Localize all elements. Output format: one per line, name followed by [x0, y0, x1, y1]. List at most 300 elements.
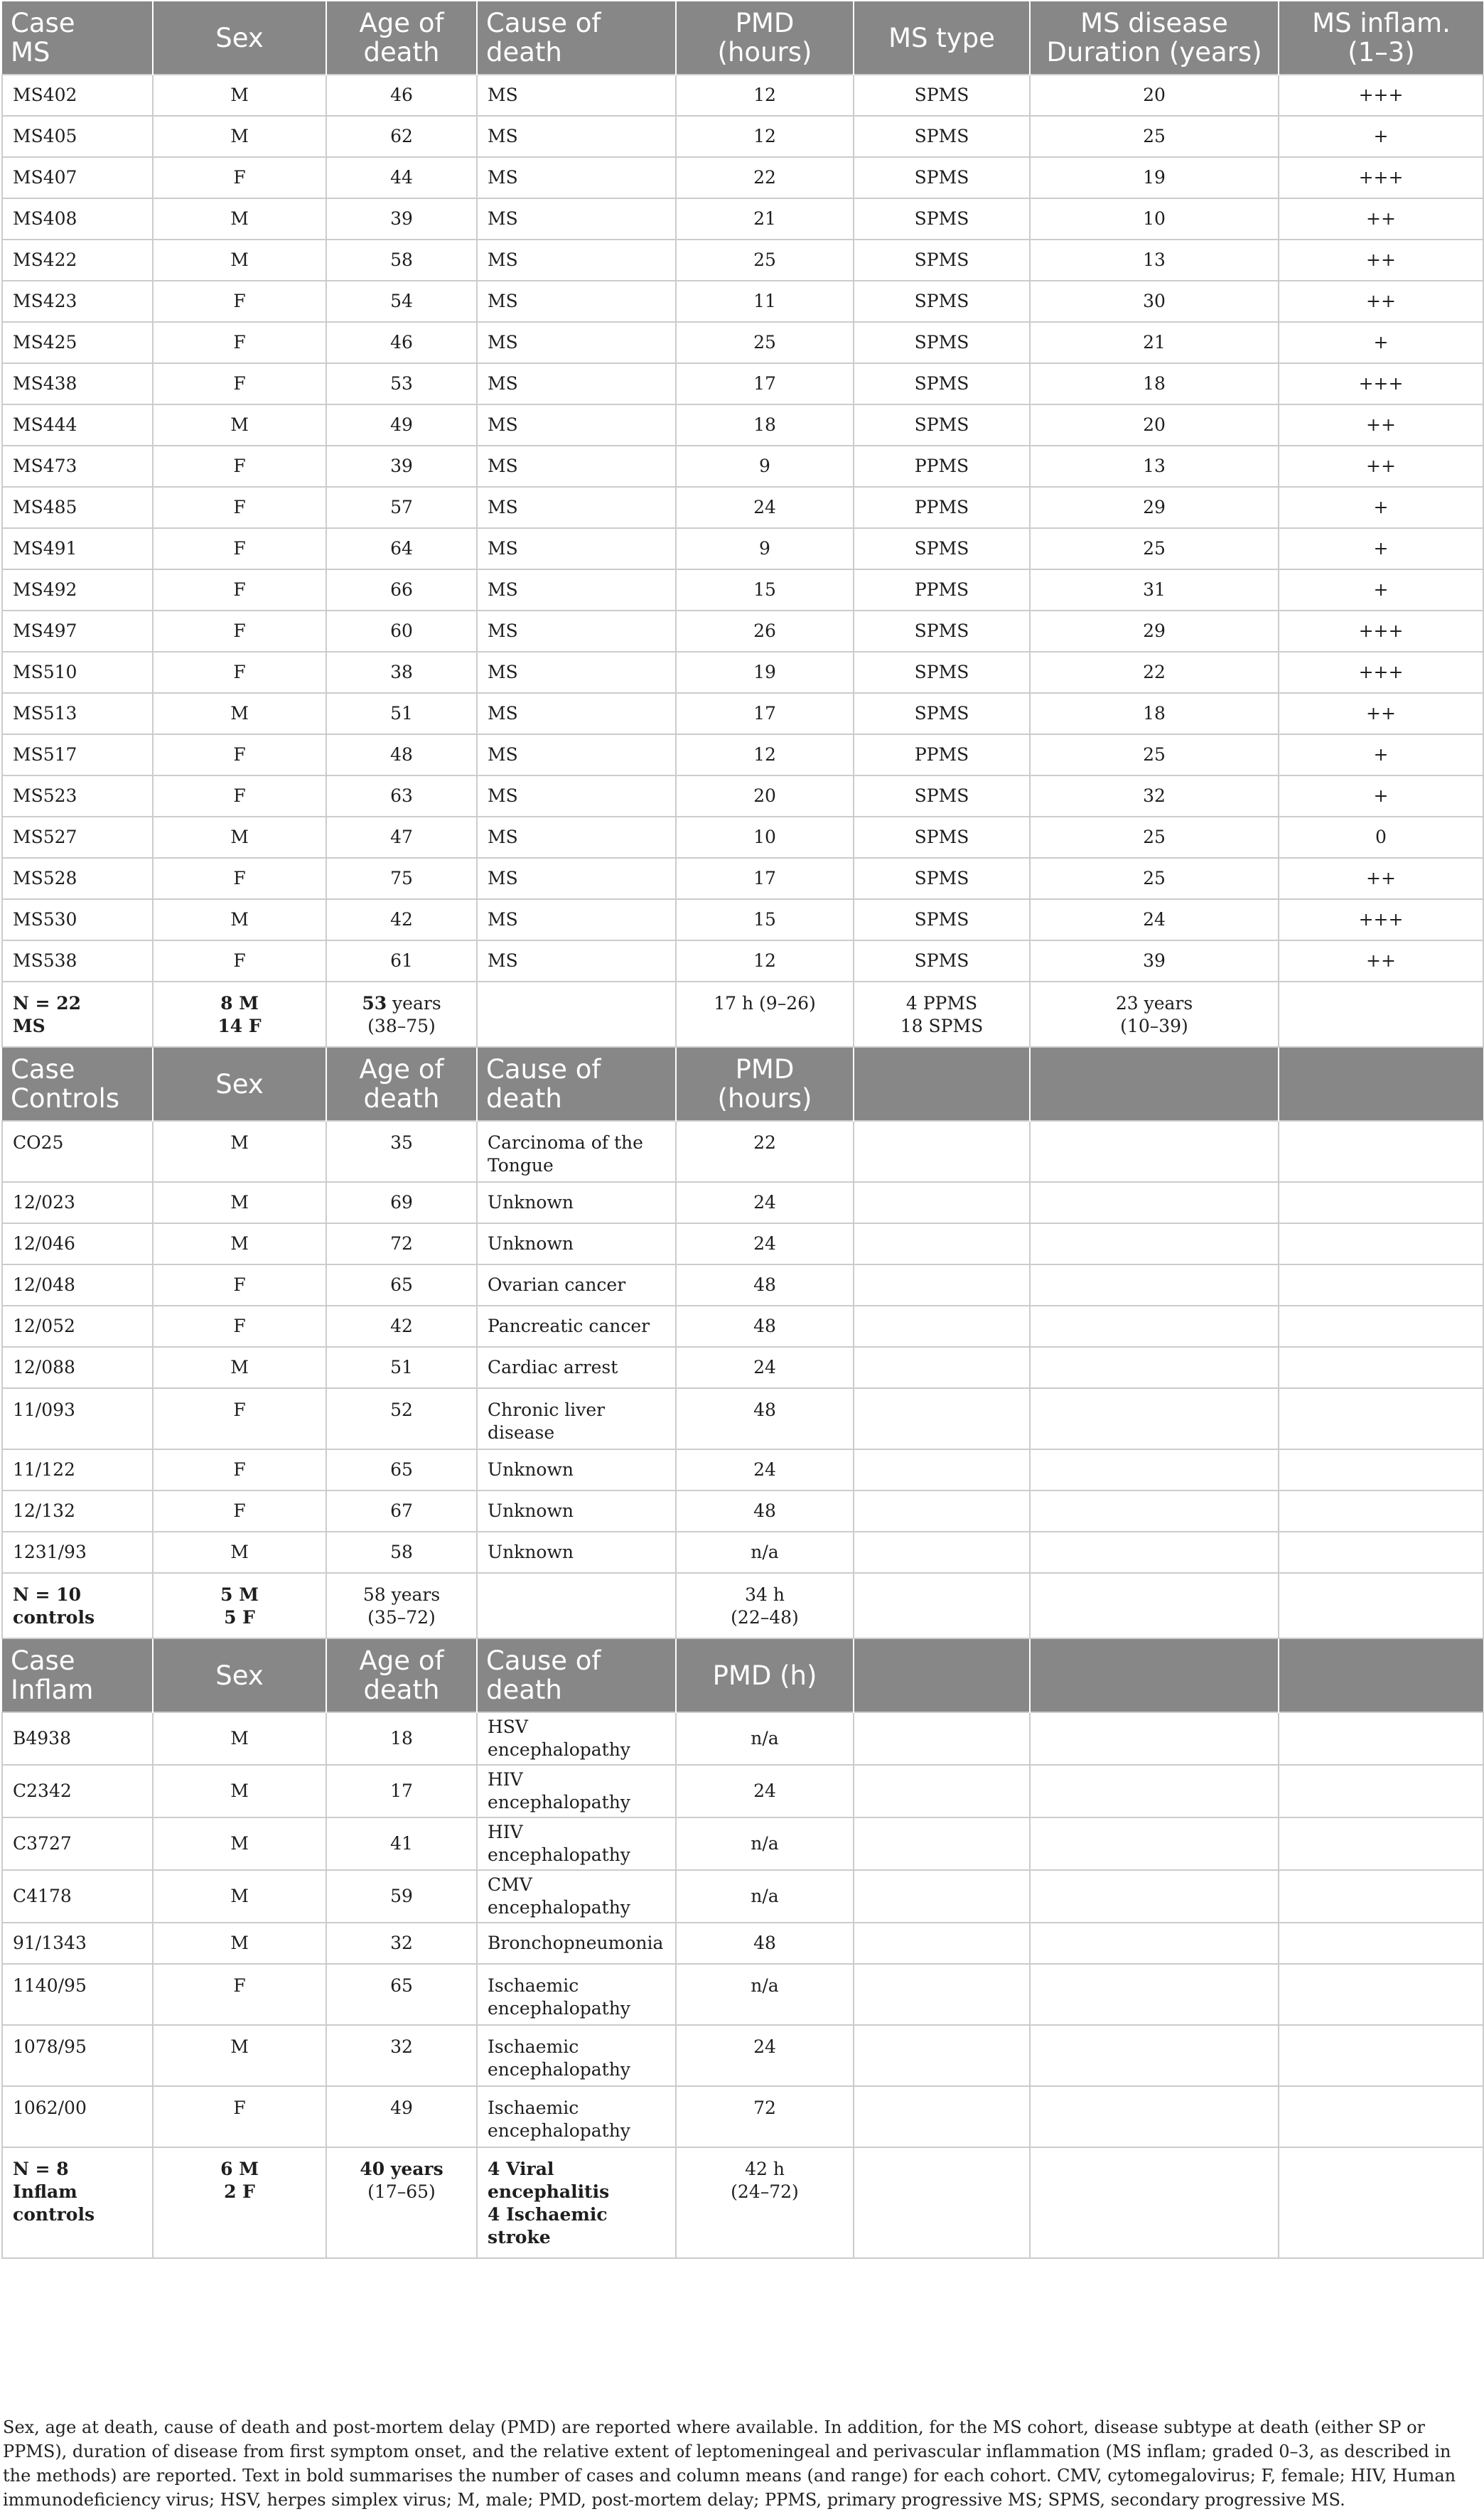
ms-table-cell: MS492	[2, 569, 153, 611]
ms-table-row	[2, 322, 1483, 363]
controls-table-cell	[854, 1347, 1030, 1388]
inflam-table-cell	[1030, 1923, 1279, 1964]
controls-table-cell: F	[153, 1388, 326, 1449]
inflam-table-cell: n/a	[676, 1817, 854, 1870]
controls-table-cell: Unknown	[477, 1182, 676, 1223]
ms-table-cell: 12	[676, 940, 854, 982]
ms-table-cell: 60	[326, 611, 477, 652]
controls-table-cell	[1030, 1388, 1279, 1449]
inflam-table-cell: 18	[326, 1712, 477, 1765]
ms-table-cell: 38	[326, 652, 477, 693]
ms-table-row	[2, 363, 1483, 404]
inflam-table-cell	[1279, 1964, 1483, 2025]
controls-table-cell: 48	[676, 1491, 854, 1532]
ms-table-cell: 25	[1030, 817, 1279, 858]
inflam-header-cell: Age of death	[326, 1638, 477, 1712]
summary-text: years	[387, 993, 441, 1014]
inflam-table-cell: F	[153, 1964, 326, 2025]
summary-cell	[153, 982, 326, 1047]
controls-table-cell	[1030, 1121, 1279, 1182]
inflam-table-cell: M	[153, 1712, 326, 1765]
inflam-table-cell	[1279, 2025, 1483, 2086]
ms-table-cell: 21	[676, 198, 854, 240]
controls-table-cell	[1030, 1491, 1279, 1532]
ms-table-cell: +++	[1279, 611, 1483, 652]
controls-table-cell: 52	[326, 1388, 477, 1449]
summary-text: (22–48)	[731, 1607, 799, 1628]
ms-table-cell: MS444	[2, 404, 153, 446]
ms-table-cell: +	[1279, 116, 1483, 157]
ms-table-cell: +	[1279, 569, 1483, 611]
cohort-table	[1, 1, 1484, 2259]
summary-cell	[1030, 982, 1279, 1047]
ms-table-cell: 66	[326, 569, 477, 611]
controls-table-cell	[1279, 1532, 1483, 1573]
controls-table-row	[2, 1532, 1483, 1573]
controls-table-cell: M	[153, 1182, 326, 1223]
controls-table-cell: 24	[676, 1223, 854, 1264]
ms-table-cell: 58	[326, 240, 477, 281]
ms-table-cell: 49	[326, 404, 477, 446]
controls-table-cell	[1279, 1491, 1483, 1532]
ms-table-cell: MS473	[2, 446, 153, 487]
summary-text: controls	[13, 2204, 95, 2225]
controls-table-cell: Unknown	[477, 1449, 676, 1491]
inflam-table-row	[2, 1964, 1483, 2025]
inflam-table-cell: n/a	[676, 1964, 854, 2025]
ms-table-cell: F	[153, 652, 326, 693]
ms-table-cell: 12	[676, 75, 854, 116]
ms-table-cell: 32	[1030, 775, 1279, 817]
ms-table-cell: MS513	[2, 693, 153, 734]
summary-cell	[1279, 1573, 1483, 1638]
ms-table-cell: SPMS	[854, 775, 1030, 817]
ms-table-cell: +	[1279, 734, 1483, 775]
ms-table-cell: 19	[676, 652, 854, 693]
summary-cell	[1279, 2147, 1483, 2258]
inflam-table-row	[2, 2086, 1483, 2147]
inflam-table-cell: M	[153, 1870, 326, 1923]
ms-table-cell: MS408	[2, 198, 153, 240]
controls-table-cell	[1030, 1182, 1279, 1223]
ms-table-row	[2, 652, 1483, 693]
ms-table-cell: M	[153, 198, 326, 240]
controls-table-cell	[854, 1182, 1030, 1223]
inflam-table-cell: n/a	[676, 1712, 854, 1765]
inflam-table-cell	[1030, 2025, 1279, 2086]
ms-table-cell: M	[153, 899, 326, 940]
ms-table-cell: F	[153, 528, 326, 569]
ms-table-cell: SPMS	[854, 858, 1030, 899]
controls-header-cell: Sex	[153, 1047, 326, 1121]
inflam-table-cell	[1030, 1817, 1279, 1870]
summary-text: N = 8	[13, 2159, 69, 2179]
ms-table-cell: F	[153, 363, 326, 404]
controls-header-row	[2, 1047, 1483, 1121]
ms-header-row	[2, 1, 1483, 75]
ms-table-cell: 21	[1030, 322, 1279, 363]
controls-table-cell	[854, 1264, 1030, 1306]
controls-table-cell: 65	[326, 1449, 477, 1491]
summary-cell	[477, 1573, 676, 1638]
inflam-table-cell	[1030, 1964, 1279, 2025]
ms-table-cell: 26	[676, 611, 854, 652]
controls-table-cell: 35	[326, 1121, 477, 1182]
controls-table-cell: Ovarian cancer	[477, 1264, 676, 1306]
inflam-table-cell	[854, 2025, 1030, 2086]
summary-cell	[676, 982, 854, 1047]
ms-table-cell: 63	[326, 775, 477, 817]
ms-table-row	[2, 940, 1483, 982]
ms-header-cell: Sex	[153, 1, 326, 75]
ms-table-row	[2, 775, 1483, 817]
inflam-table-cell	[854, 1712, 1030, 1765]
ms-table-cell: MS523	[2, 775, 153, 817]
controls-table-cell	[1030, 1449, 1279, 1491]
summary-text: MS	[13, 1016, 45, 1036]
controls-table-cell: 12/023	[2, 1182, 153, 1223]
ms-table-cell: M	[153, 817, 326, 858]
controls-table-cell: n/a	[676, 1532, 854, 1573]
ms-table-cell: 12	[676, 116, 854, 157]
ms-table-cell: 39	[326, 198, 477, 240]
controls-table-cell: 24	[676, 1347, 854, 1388]
summary-cell	[2, 982, 153, 1047]
ms-table-cell: SPMS	[854, 528, 1030, 569]
ms-table-cell: 75	[326, 858, 477, 899]
controls-table-row	[2, 1449, 1483, 1491]
inflam-table-row	[2, 1870, 1483, 1923]
ms-table-cell: 15	[676, 899, 854, 940]
ms-table-row	[2, 281, 1483, 322]
controls-table-cell: 69	[326, 1182, 477, 1223]
summary-cell	[2, 1573, 153, 1638]
ms-table-cell: SPMS	[854, 611, 1030, 652]
controls-table-cell: M	[153, 1223, 326, 1264]
ms-table-cell: 46	[326, 75, 477, 116]
inflam-table-cell: n/a	[676, 1870, 854, 1923]
controls-table-row	[2, 1347, 1483, 1388]
ms-table-cell: 24	[1030, 899, 1279, 940]
ms-table-cell: 17	[676, 363, 854, 404]
ms-table-cell: 10	[676, 817, 854, 858]
controls-table-cell: 22	[676, 1121, 854, 1182]
ms-table-cell: ++	[1279, 240, 1483, 281]
ms-table-cell: 22	[676, 157, 854, 198]
summary-row	[2, 1573, 1483, 1638]
inflam-table-cell: HIV encephalopathy	[477, 1765, 676, 1817]
controls-table-cell	[1030, 1306, 1279, 1347]
summary-text: 4 Viral encephalitis	[488, 2159, 610, 2202]
summary-row	[2, 2147, 1483, 2258]
controls-table-cell	[1279, 1306, 1483, 1347]
ms-table-cell: SPMS	[854, 281, 1030, 322]
ms-table-cell: MS422	[2, 240, 153, 281]
controls-table-cell: 11/122	[2, 1449, 153, 1491]
ms-table-cell: 25	[676, 322, 854, 363]
controls-table-cell: 58	[326, 1532, 477, 1573]
ms-table-cell: SPMS	[854, 240, 1030, 281]
controls-table-cell: 11/093	[2, 1388, 153, 1449]
ms-table-cell: SPMS	[854, 652, 1030, 693]
summary-text: 4 Ischaemic stroke	[488, 2204, 608, 2247]
controls-table-cell: Unknown	[477, 1223, 676, 1264]
summary-text: N = 22	[13, 993, 81, 1014]
ms-table-cell: 11	[676, 281, 854, 322]
ms-table-row	[2, 198, 1483, 240]
controls-table-cell	[1279, 1347, 1483, 1388]
inflam-table-cell	[1279, 1923, 1483, 1964]
controls-table-cell: M	[153, 1532, 326, 1573]
summary-text: 58 years	[362, 1584, 441, 1605]
ms-table-cell: MS	[477, 652, 676, 693]
summary-cell	[477, 2147, 676, 2258]
controls-table-cell	[1030, 1223, 1279, 1264]
summary-text: Inflam	[13, 2181, 77, 2202]
inflam-table-cell: 91/1343	[2, 1923, 153, 1964]
ms-table-cell: 9	[676, 528, 854, 569]
controls-table-cell: 12/046	[2, 1223, 153, 1264]
ms-table-cell: MS	[477, 198, 676, 240]
ms-table-cell: 54	[326, 281, 477, 322]
ms-table-cell: 47	[326, 817, 477, 858]
ms-table-cell: 12	[676, 734, 854, 775]
ms-table-cell: +++	[1279, 899, 1483, 940]
controls-table-cell	[854, 1306, 1030, 1347]
inflam-table-cell	[1030, 2086, 1279, 2147]
ms-table-row	[2, 569, 1483, 611]
ms-table-cell: 31	[1030, 569, 1279, 611]
ms-table-cell: 39	[326, 446, 477, 487]
ms-table-cell: ++	[1279, 198, 1483, 240]
inflam-table-cell: M	[153, 2025, 326, 2086]
controls-table-cell	[1279, 1449, 1483, 1491]
summary-cell	[854, 2147, 1030, 2258]
ms-table-cell: 48	[326, 734, 477, 775]
inflam-table-cell	[854, 2086, 1030, 2147]
ms-table-cell: MS538	[2, 940, 153, 982]
controls-header-cell: Cause of death	[477, 1047, 676, 1121]
ms-table-cell: MS407	[2, 157, 153, 198]
ms-table-cell: 22	[1030, 652, 1279, 693]
summary-text: 5 F	[224, 1607, 255, 1628]
inflam-table-cell	[854, 1817, 1030, 1870]
ms-table-cell: SPMS	[854, 198, 1030, 240]
controls-table-cell	[854, 1223, 1030, 1264]
ms-table-cell: PPMS	[854, 734, 1030, 775]
controls-table-cell: 24	[676, 1182, 854, 1223]
ms-table-cell: PPMS	[854, 487, 1030, 528]
inflam-table-cell: 17	[326, 1765, 477, 1817]
summary-text: 17 h (9–26)	[714, 993, 816, 1014]
controls-table-cell: M	[153, 1121, 326, 1182]
summary-text: 18 SPMS	[900, 1016, 984, 1036]
summary-cell	[326, 982, 477, 1047]
ms-table-cell: 25	[1030, 858, 1279, 899]
ms-table-cell: MS	[477, 281, 676, 322]
controls-table-cell: 1231/93	[2, 1532, 153, 1573]
ms-table-cell: 62	[326, 116, 477, 157]
inflam-table-row	[2, 1765, 1483, 1817]
summary-text: (17–65)	[367, 2181, 436, 2202]
summary-text: (24–72)	[731, 2181, 799, 2202]
ms-table-cell: 25	[1030, 734, 1279, 775]
ms-header-cell: Age of death	[326, 1, 477, 75]
controls-header-cell: Case Controls	[2, 1047, 153, 1121]
controls-table-cell	[1030, 1532, 1279, 1573]
ms-header-cell: MS type	[854, 1, 1030, 75]
ms-table-cell: F	[153, 858, 326, 899]
ms-table-cell: F	[153, 322, 326, 363]
summary-text: controls	[13, 1607, 95, 1628]
controls-table-cell	[854, 1532, 1030, 1573]
inflam-table-cell: 59	[326, 1870, 477, 1923]
ms-table-cell: MS	[477, 157, 676, 198]
controls-table-row	[2, 1264, 1483, 1306]
ms-table-cell: MS497	[2, 611, 153, 652]
ms-table-cell: 51	[326, 693, 477, 734]
inflam-table-cell: B4938	[2, 1712, 153, 1765]
ms-table-cell: 30	[1030, 281, 1279, 322]
controls-table-cell: 12/052	[2, 1306, 153, 1347]
ms-table-cell: MS528	[2, 858, 153, 899]
summary-text: 5 M	[220, 1584, 259, 1605]
ms-table-cell: SPMS	[854, 693, 1030, 734]
ms-table-cell: 20	[1030, 404, 1279, 446]
inflam-table-cell: 49	[326, 2086, 477, 2147]
ms-table-row	[2, 487, 1483, 528]
inflam-header-cell: Sex	[153, 1638, 326, 1712]
summary-text: 8 M	[220, 993, 259, 1014]
ms-table-cell: ++	[1279, 693, 1483, 734]
ms-table-row	[2, 611, 1483, 652]
ms-table-cell: MS	[477, 528, 676, 569]
ms-table-cell: 53	[326, 363, 477, 404]
controls-table-cell: 12/132	[2, 1491, 153, 1532]
inflam-table-cell: C3727	[2, 1817, 153, 1870]
ms-table-cell: MS	[477, 899, 676, 940]
summary-cell	[1030, 2147, 1279, 2258]
ms-table-cell: MS	[477, 404, 676, 446]
ms-table-row	[2, 734, 1483, 775]
ms-table-cell: SPMS	[854, 940, 1030, 982]
controls-table-cell: Unknown	[477, 1491, 676, 1532]
ms-table-cell: F	[153, 734, 326, 775]
ms-table-cell: 20	[676, 775, 854, 817]
controls-table-row	[2, 1388, 1483, 1449]
controls-table-cell: Chronic liver disease	[477, 1388, 676, 1449]
ms-table-cell: +	[1279, 775, 1483, 817]
ms-table-cell: MS530	[2, 899, 153, 940]
inflam-table-cell: 1078/95	[2, 2025, 153, 2086]
ms-table-cell: MS	[477, 734, 676, 775]
ms-table-cell: 25	[676, 240, 854, 281]
inflam-table-cell: 24	[676, 1765, 854, 1817]
ms-table-cell: 18	[1030, 693, 1279, 734]
controls-table-row	[2, 1182, 1483, 1223]
ms-table-cell: M	[153, 116, 326, 157]
ms-table-row	[2, 693, 1483, 734]
controls-table-cell: 12/048	[2, 1264, 153, 1306]
ms-table-cell: 20	[1030, 75, 1279, 116]
ms-table-cell: ++	[1279, 858, 1483, 899]
inflam-table-cell: Ischaemic encephalopathy	[477, 1964, 676, 2025]
ms-table-cell: 10	[1030, 198, 1279, 240]
ms-table-cell: +++	[1279, 157, 1483, 198]
ms-header-cell: PMD (hours)	[676, 1, 854, 75]
ms-table-cell: MS	[477, 240, 676, 281]
inflam-table-cell	[1279, 1817, 1483, 1870]
inflam-table-cell: 41	[326, 1817, 477, 1870]
ms-table-cell: MS	[477, 322, 676, 363]
ms-table-cell: MS405	[2, 116, 153, 157]
ms-table-cell: F	[153, 446, 326, 487]
summary-text: 34 h	[745, 1584, 785, 1605]
controls-table-cell	[854, 1388, 1030, 1449]
ms-table-cell: ++	[1279, 446, 1483, 487]
ms-table-cell: MS491	[2, 528, 153, 569]
ms-table-cell: MS	[477, 611, 676, 652]
controls-table-cell: 48	[676, 1264, 854, 1306]
controls-table-cell: F	[153, 1306, 326, 1347]
controls-header-cell: PMD (hours)	[676, 1047, 854, 1121]
controls-table-cell: CO25	[2, 1121, 153, 1182]
controls-table-cell	[1030, 1264, 1279, 1306]
ms-table-cell: 61	[326, 940, 477, 982]
controls-table-cell	[1279, 1223, 1483, 1264]
ms-table-cell: F	[153, 281, 326, 322]
ms-table-cell: 13	[1030, 446, 1279, 487]
ms-table-cell: MS425	[2, 322, 153, 363]
inflam-table-cell	[1030, 1765, 1279, 1817]
ms-table-cell: SPMS	[854, 363, 1030, 404]
ms-table-cell: MS	[477, 693, 676, 734]
controls-table-cell: F	[153, 1264, 326, 1306]
inflam-table-cell	[1279, 1870, 1483, 1923]
controls-table-cell: 51	[326, 1347, 477, 1388]
ms-table-cell: MS	[477, 363, 676, 404]
ms-table-row	[2, 446, 1483, 487]
ms-table-cell: +	[1279, 322, 1483, 363]
summary-text: (10–39)	[1120, 1016, 1188, 1036]
controls-header-cell	[1030, 1047, 1279, 1121]
controls-table-cell: 12/088	[2, 1347, 153, 1388]
controls-table-cell: 48	[676, 1306, 854, 1347]
inflam-table-cell: 32	[326, 1923, 477, 1964]
inflam-header-cell: PMD (h)	[676, 1638, 854, 1712]
summary-text: 4 PPMS	[905, 993, 978, 1014]
inflam-table-cell	[854, 1964, 1030, 2025]
summary-text: 23 years	[1115, 993, 1193, 1014]
ms-table-cell: 17	[676, 693, 854, 734]
summary-text: 6 M	[220, 2159, 259, 2179]
inflam-table-cell	[1279, 2086, 1483, 2147]
ms-table-row	[2, 116, 1483, 157]
ms-table-cell: SPMS	[854, 817, 1030, 858]
ms-table-cell: 13	[1030, 240, 1279, 281]
ms-table-row	[2, 75, 1483, 116]
ms-table-cell: F	[153, 157, 326, 198]
controls-table-cell	[854, 1449, 1030, 1491]
controls-header-cell	[854, 1047, 1030, 1121]
ms-table-cell: +++	[1279, 363, 1483, 404]
inflam-table-cell: Ischaemic encephalopathy	[477, 2086, 676, 2147]
ms-table-cell: F	[153, 569, 326, 611]
summary-text: (38–75)	[367, 1016, 436, 1036]
controls-table-cell: 67	[326, 1491, 477, 1532]
ms-table-cell: M	[153, 240, 326, 281]
ms-table-cell: MS	[477, 487, 676, 528]
